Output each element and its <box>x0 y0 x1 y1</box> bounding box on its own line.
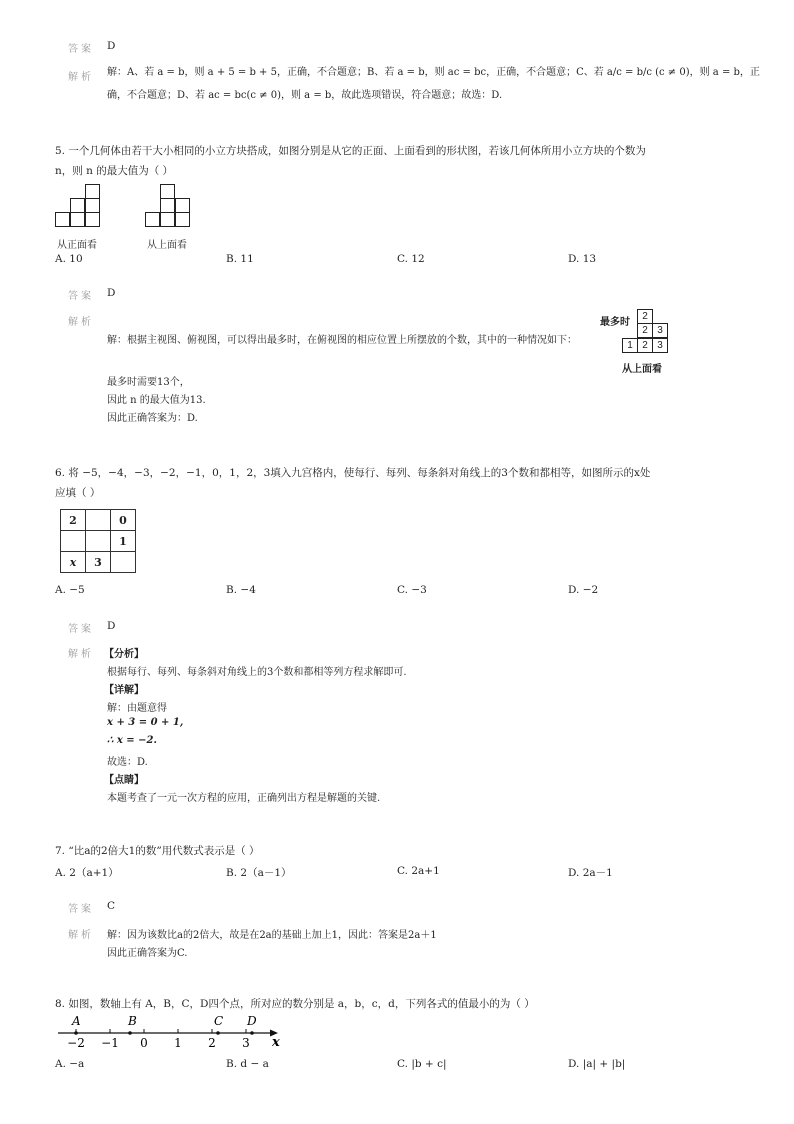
q5-answer: D <box>107 287 116 299</box>
q6-option-c[interactable]: C. −3 <box>397 584 427 596</box>
q6-fenxi-heading: 【分析】 <box>104 649 144 660</box>
q5-analysis-line2: 最多时需要13个， <box>107 377 190 388</box>
point-b <box>128 1031 132 1035</box>
max-grid-cell: 2 <box>637 338 653 353</box>
q4-analysis-line1: 解：A、若 a = b，则 a + 5 = b + 5，正确，不合题意；B、若 a = b，则 ac = bc，正确，不合题意；C、若 a/c = b/c (c ≠ 0)，则 a = b，正 <box>107 67 760 78</box>
q4-answer-label: 答案 <box>68 44 94 55</box>
q6-equation-1: x + 3 = 0 + 1, <box>107 717 184 728</box>
axis-tick-label: 1 <box>174 1036 182 1050</box>
point-label-b: B <box>128 1014 137 1028</box>
q7-option-d[interactable]: D. 2a－1 <box>568 867 613 879</box>
q6-equation-2: ∴ x = −2. <box>107 735 157 746</box>
q6-dianjing-text: 本题考查了一元一次方程的应用，正确列出方程是解题的关键. <box>107 793 381 804</box>
q6-cell: 2 <box>61 510 86 531</box>
q7-answer-label: 答案 <box>68 904 94 915</box>
q6-option-a[interactable]: A. −5 <box>55 584 85 596</box>
axis-tick-label: −1 <box>101 1036 119 1050</box>
q5-option-d[interactable]: D. 13 <box>568 253 597 265</box>
q5-stem-line2: n，则 n 的最大值为（ ） <box>55 165 174 177</box>
q8-number-line <box>50 1012 290 1052</box>
q7-analysis-line2: 因此正确答案为C. <box>107 948 188 959</box>
q5-analysis-line3: 因此 n 的最大值为13. <box>107 395 206 406</box>
q6-xiangjie-heading: 【详解】 <box>104 685 144 696</box>
q6-cell: 1 <box>111 531 136 552</box>
max-grid-cell: 3 <box>652 338 668 353</box>
point-d <box>250 1031 254 1035</box>
q5-option-b[interactable]: B. 11 <box>226 253 254 265</box>
q5-top-view-figure <box>145 184 205 234</box>
q5-max-grid-caption: 从上面看 <box>622 364 662 375</box>
q5-analysis-line1: 解：根据主视图、俯视图，可以得出最多时，在俯视图的相应位置上所摆放的个数，其中的一种情况如下： <box>107 335 577 346</box>
q8-stem: 8. 如图，数轴上有 A，B，C，D四个点，所对应的数分别是 a，b，c，d，下列各式的值最小的为（ ） <box>55 998 535 1010</box>
point-a <box>74 1031 78 1035</box>
q8-option-b[interactable]: B. d − a <box>226 1058 269 1070</box>
point-label-c: C <box>214 1014 224 1028</box>
q7-stem: 7. “比a的2倍大1的数”用代数式表示是（ ） <box>55 845 260 857</box>
q6-xiangjie-text2: 故选：D. <box>107 757 148 768</box>
q6-stem-line2: 应填（ ） <box>55 487 101 499</box>
max-grid-cell: 1 <box>622 338 638 353</box>
q8-option-d[interactable]: D. |a| + |b| <box>568 1058 626 1070</box>
max-grid-cell: 3 <box>652 323 668 338</box>
q7-answer: C <box>107 900 116 912</box>
q6-answer: D <box>107 620 116 632</box>
max-grid-cell: 2 <box>637 309 653 324</box>
q7-analysis-line1: 解：因为该数比a的2倍大，故是在2a的基础上加上1，因此：答案是2a＋1 <box>107 930 437 941</box>
q8-option-a[interactable]: A. −a <box>55 1058 85 1070</box>
q5-front-view-figure <box>55 184 115 234</box>
q6-fenxi-text: 根据每行、每列、每条斜对角线上的3个数和都相等列方程求解即可. <box>107 667 407 678</box>
q6-cell <box>61 531 86 552</box>
point-label-d: D <box>247 1014 257 1028</box>
q5-option-a[interactable]: A. 10 <box>55 253 83 265</box>
q6-option-b[interactable]: B. −4 <box>226 584 256 596</box>
q6-option-d[interactable]: D. −2 <box>568 584 599 596</box>
q6-cell: x <box>61 552 86 573</box>
axis-var-label: x <box>272 1035 280 1050</box>
max-grid-cell: 2 <box>637 323 653 338</box>
q8-option-c[interactable]: C. |b + c| <box>397 1058 447 1070</box>
q6-cell <box>86 531 111 552</box>
q5-max-label: 最多时 <box>600 317 630 328</box>
q5-top-caption: 从上面看 <box>147 240 187 251</box>
q7-option-b[interactable]: B. 2（a－1） <box>226 867 292 879</box>
q5-stem-line1: 5. 一个几何体由若干大小相同的小立方块搭成，如图分别是从它的正面、上面看到的形状图，若该几何体所用小立方块的个数为 <box>55 145 646 157</box>
q5-analysis-label: 解析 <box>68 317 94 328</box>
q6-answer-label: 答案 <box>68 624 94 635</box>
axis-tick-label: 0 <box>140 1036 148 1050</box>
axis-tick-label: 3 <box>242 1036 250 1050</box>
q6-cell <box>86 510 111 531</box>
q5-front-caption: 从正面看 <box>57 240 97 251</box>
q6-dianjing-heading: 【点睛】 <box>104 775 144 786</box>
q7-option-c[interactable]: C. 2a+1 <box>397 865 440 877</box>
q4-analysis-line2: 确，不合题意；D、若 ac = bc(c ≠ 0)，则 a = b，故此选项错误，符合题意；故选：D. <box>107 90 503 101</box>
q6-analysis-label: 解析 <box>68 649 94 660</box>
axis-tick-label: 2 <box>208 1036 216 1050</box>
q6-cell: 0 <box>111 510 136 531</box>
point-label-a: A <box>72 1014 81 1028</box>
q7-option-a[interactable]: A. 2（a+1） <box>55 867 119 879</box>
q5-analysis-line4: 因此正确答案为：D. <box>107 413 198 424</box>
q4-analysis-label: 解析 <box>68 72 94 83</box>
q7-analysis-label: 解析 <box>68 930 94 941</box>
point-c <box>216 1031 220 1035</box>
q5-max-grid <box>620 309 680 359</box>
axis-tick-label: −2 <box>67 1036 85 1050</box>
q6-cell <box>111 552 136 573</box>
q6-stem-line1: 6. 将 −5，−4，−3，−2，−1，0，1，2，3填入九宫格内，使每行、每列、每条斜对角线上的3个数和都相等，如图所示的x处 <box>55 467 651 479</box>
q6-xiangjie-text1: 解：由题意得 <box>107 703 167 714</box>
q6-cell: 3 <box>86 552 111 573</box>
q5-option-c[interactable]: C. 12 <box>397 253 425 265</box>
q5-answer-label: 答案 <box>68 291 94 302</box>
q4-answer: D <box>107 40 116 52</box>
q6-magic-square <box>60 509 136 573</box>
